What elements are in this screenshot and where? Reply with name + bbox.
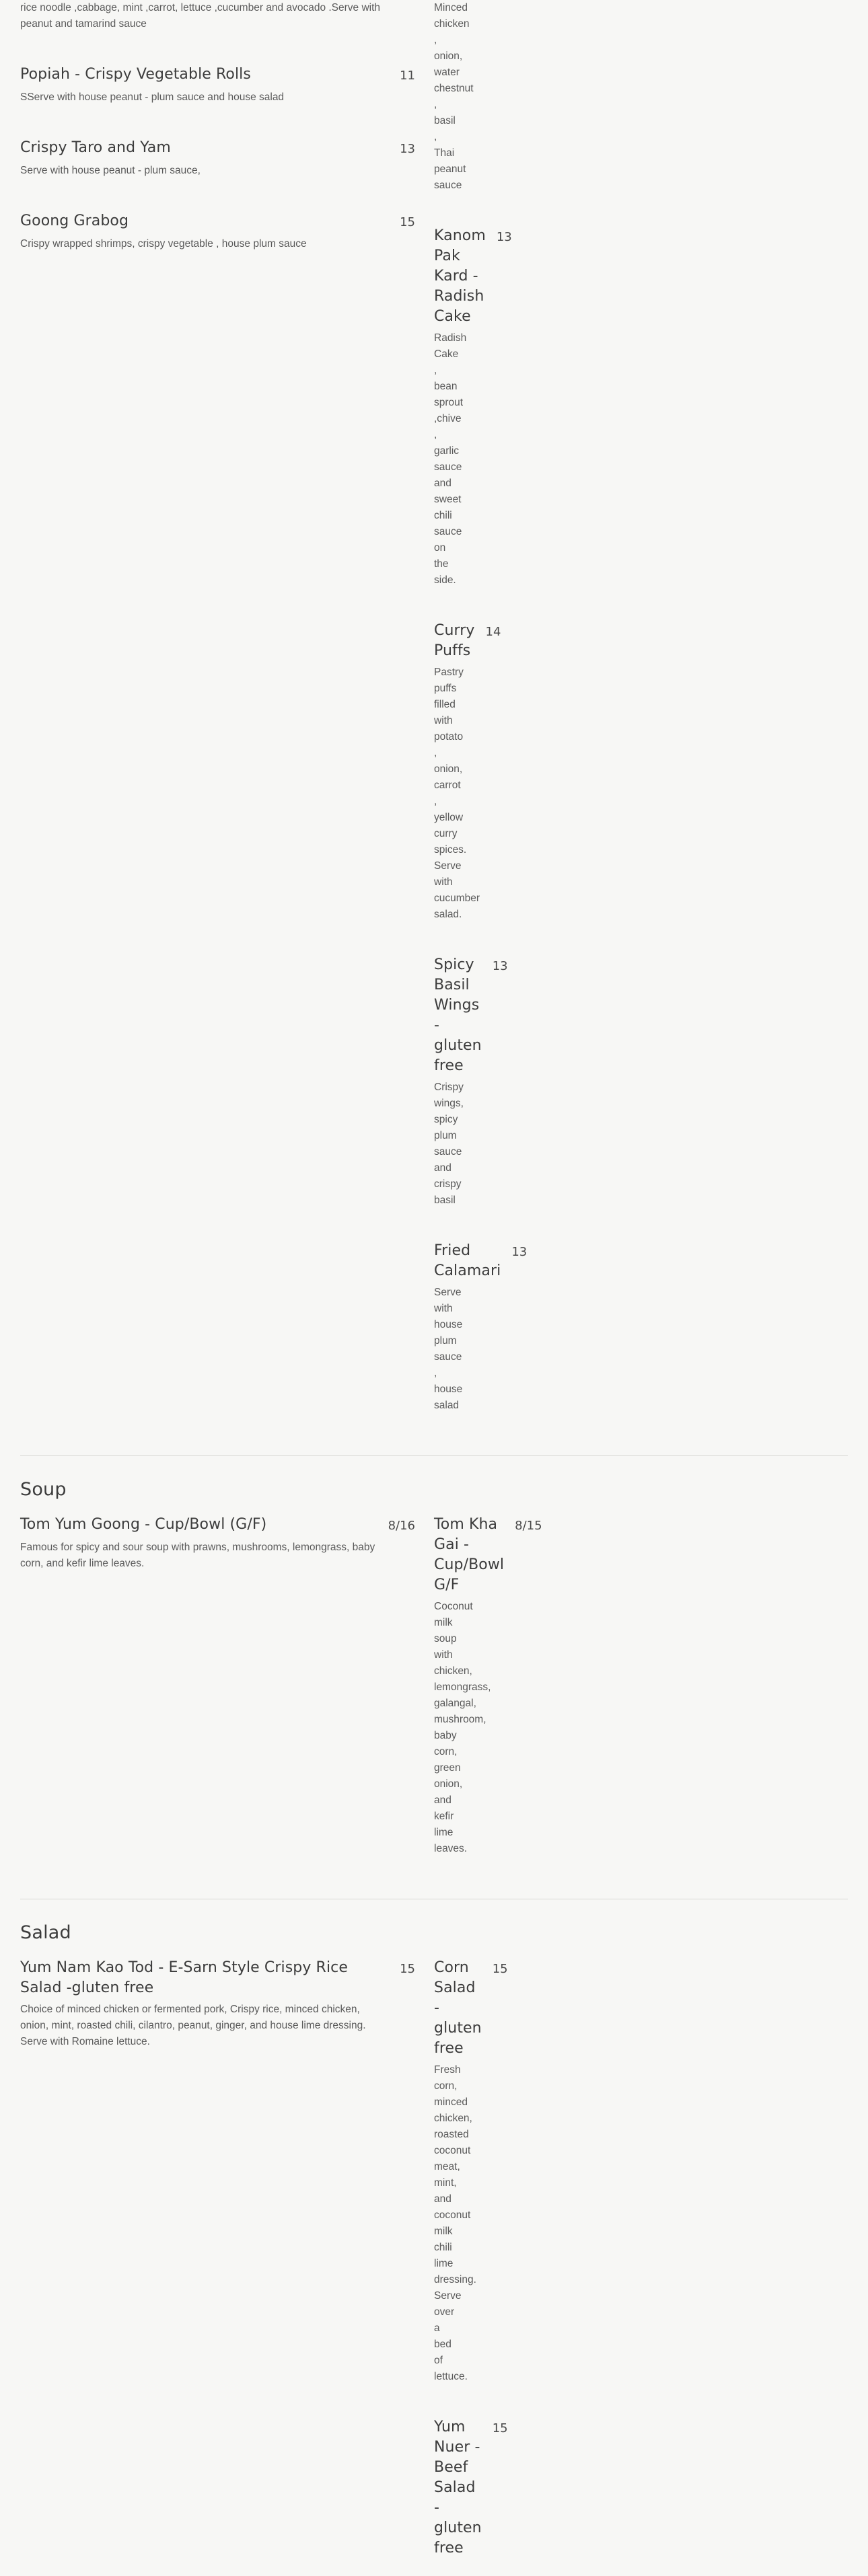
- item-price: 8/15: [515, 1519, 542, 1533]
- section-title-salad: Salad: [20, 1922, 71, 1943]
- item-price: 15: [492, 1962, 508, 1976]
- item-name: Fried Calamari: [434, 1242, 501, 1279]
- item-name: Goong Grabog: [20, 213, 129, 229]
- item-price: 15: [492, 2421, 508, 2435]
- item-name: Tom Kha Gai - Cup/Bowl G/F: [434, 1516, 505, 1593]
- item-description: Choice of minced chicken or fermented pork, Crispy rice, minced chicken, onion, mint, roasted chili, cilantro, peanut, ginger, and house lime dressing. Serve with Romaine lettuce.: [20, 2004, 366, 2047]
- menu-item: [20, 138, 415, 179]
- item-name: Curry Puffs: [434, 622, 475, 659]
- item-header: [20, 65, 415, 86]
- item-description: Coconut milk soup with chicken, lemongrass, galangal, mushroom, baby corn, green onion, and kefir lime leaves.: [434, 1601, 491, 1854]
- two-column-layout: [20, 1958, 848, 2576]
- item-description: Fresh corn, minced chicken, roasted coconut meat, mint, and coconut milk chili lime dressing. Serve over a bed of lettuce.: [434, 2064, 476, 2382]
- menu-item: [20, 211, 415, 252]
- item-name: Popiah - Crispy Vegetable Rolls: [20, 66, 251, 83]
- item-price: 13: [511, 1245, 528, 1259]
- item-header: [20, 138, 415, 159]
- item-price: 14: [485, 625, 501, 639]
- item-price: 11: [400, 69, 415, 83]
- spacer: [0, 1431, 868, 1455]
- item-header: [20, 1958, 415, 1998]
- section-title-soup: Soup: [20, 1479, 67, 1500]
- item-description: SServe with house peanut - plum sauce and house salad: [20, 91, 285, 103]
- item-description: Serve with house peanut - plum sauce,: [20, 165, 201, 176]
- item-name: Kanom Pak Kard - Radish Cake: [434, 227, 486, 325]
- item-price: 13: [492, 959, 508, 973]
- section-soup: [0, 1456, 868, 1874]
- item-description: Famous for spicy and sour soup with prawns, mushrooms, lemongrass, baby corn, and kefir lime leaves.: [20, 1542, 375, 1569]
- item-header: [20, 1515, 415, 1536]
- item-name: Yum Nam Kao Tod - E-Sarn Style Crispy Rice Salad -gluten free: [20, 1959, 348, 1996]
- menu-item: [20, 0, 415, 32]
- item-description: Serve with house plum sauce , house salad: [434, 1287, 463, 1411]
- item-name: Spicy Basil Wings - gluten free: [434, 956, 482, 1074]
- column-right: [6, 1958, 508, 2576]
- item-header: [20, 211, 415, 233]
- item-description: Pastry puffs filled with potato , onion, carrot , yellow curry spices. Serve with cucumber salad.: [434, 667, 480, 920]
- spacer: [0, 1874, 868, 1899]
- two-column-layout: [20, 0, 848, 1431]
- item-name: Crispy Taro and Yam: [20, 139, 171, 156]
- menu-item: [20, 1958, 415, 2050]
- item-description: Crispy wrapped shrimps, crispy vegetable , house plum sauce: [20, 238, 307, 250]
- menu-item: [20, 65, 415, 106]
- item-name: Yum Nuer - Beef Salad -gluten free: [434, 2419, 482, 2556]
- item-price: 13: [400, 142, 415, 156]
- item-description: Radish Cake , bean sprout ,chive , garlic sauce and sweet chili sauce on the side.: [434, 332, 467, 586]
- item-description: rice noodle ,cabbage, mint ,carrot, lettuce ,cucumber and avocado .Serve with peanut and tamarind sauce: [20, 2, 381, 30]
- item-price: 8/16: [388, 1519, 415, 1533]
- item-price: 15: [400, 215, 415, 229]
- item-name: Tom Yum Goong - Cup/Bowl (G/F): [20, 1516, 267, 1533]
- item-price: 13: [496, 230, 512, 244]
- item-name: Corn Salad - gluten free: [434, 1959, 482, 2057]
- item-description: Crispy wings, spicy plum sauce and crispy basil: [434, 1082, 464, 1206]
- two-column-layout: [20, 1515, 848, 1874]
- item-description: Minced chicken , onion, water chestnut , basil , Thai peanut sauce: [434, 2, 474, 191]
- menu-item: [20, 1515, 415, 1572]
- section-salad: [0, 1899, 868, 2576]
- item-price: 15: [400, 1962, 415, 1976]
